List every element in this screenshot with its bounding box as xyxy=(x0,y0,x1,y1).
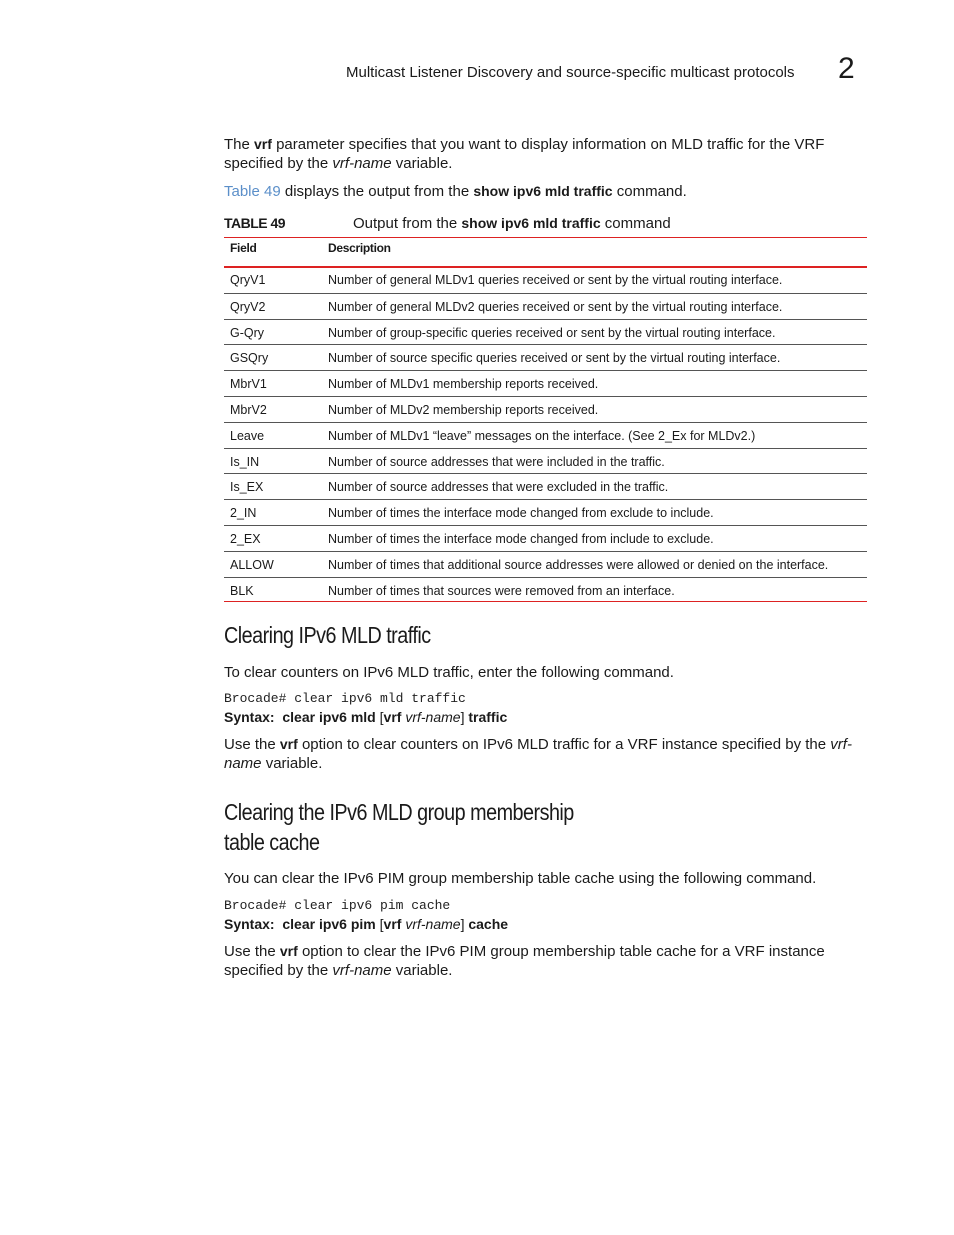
table-49-link[interactable]: Table 49 xyxy=(224,183,281,200)
table-header-description: Description xyxy=(328,241,391,255)
table-bottom-rule xyxy=(224,601,867,602)
table-cell-description: Number of times the interface mode changed from exclude to include. xyxy=(328,506,714,521)
table-row xyxy=(224,422,867,449)
table-cell-field: QryV1 xyxy=(230,273,266,287)
section-heading-clear-group-cache-line2: table cache xyxy=(224,829,320,855)
table-row xyxy=(224,448,867,475)
chapter-number: 2 xyxy=(838,52,855,85)
table-cell-description: Number of times the interface mode changed from include to exclude. xyxy=(328,532,714,546)
table-label: TABLE 49 xyxy=(224,215,286,231)
table-cell-description: Number of general MLDv2 queries received or sent by the virtual routing interface. xyxy=(328,299,783,314)
running-header: Multicast Listener Discovery and source-specific multicast protocols xyxy=(346,64,795,81)
table-cell-description: Number of times that additional source addresses were allowed or denied on the interface. xyxy=(328,557,829,572)
section-heading-clear-mld-traffic: Clearing IPv6 MLD traffic xyxy=(224,622,431,648)
intro-paragraph-table-ref: Table 49 displays the output from the show ipv6 mld traffic command. xyxy=(224,183,687,200)
section1-usage: Use the vrf option to clear counters on IPv6 MLD traffic for a VRF instance specified by the vrf-name variable. xyxy=(224,736,852,772)
syntax-clear-pim-cache: Syntax: clear ipv6 pim [vrf vrf-name] cache xyxy=(224,916,509,932)
table-row xyxy=(224,577,867,604)
table-row xyxy=(224,319,867,346)
table-cell-field: Leave xyxy=(230,428,265,443)
table-cell-description: Number of MLDv2 membership reports received. xyxy=(328,403,599,417)
table-cell-field: GSQry xyxy=(230,351,269,366)
table-cell-field: Is_EX xyxy=(230,480,264,495)
table-cell-field: MbrV2 xyxy=(230,403,267,417)
table-top-rule xyxy=(224,237,867,238)
table-row xyxy=(224,396,867,423)
table-cell-description: Number of source addresses that were included in the traffic. xyxy=(328,454,665,469)
table-cell-description: Number of MLDv1 membership reports received. xyxy=(328,377,599,392)
table-header-field: Field xyxy=(230,241,257,255)
table-cell-description: Number of source specific queries received or sent by the virtual routing interface. xyxy=(328,351,781,366)
table-cell-field: MbrV1 xyxy=(230,377,267,392)
section-heading-clear-group-cache-line1: Clearing the IPv6 MLD group membership xyxy=(224,799,574,825)
table-cell-description: Number of source addresses that were excluded in the traffic. xyxy=(328,480,669,495)
table-cell-field: 2_IN xyxy=(230,506,257,521)
table-cell-description: Number of group-specific queries received or sent by the virtual routing interface. xyxy=(328,325,776,340)
code-clear-mld-traffic: Brocade# clear ipv6 mld traffic xyxy=(224,691,466,706)
table-cell-field: G-Qry xyxy=(230,325,265,340)
table-row xyxy=(224,293,867,320)
table-cell-description: Number of times that sources were removed from an interface. xyxy=(328,583,675,598)
table-cell-description: Number of general MLDv1 queries received or sent by the virtual routing interface. xyxy=(328,273,783,287)
section2-usage: Use the vrf option to clear the IPv6 PIM group membership table cache for a VRF instance specified by the vrf-name variable. xyxy=(224,943,825,979)
table-caption: Output from the show ipv6 mld traffic command xyxy=(353,215,671,232)
table-row xyxy=(224,267,867,293)
table-row xyxy=(224,551,867,578)
intro-paragraph-vrf: The vrf parameter specifies that you want to display information on MLD traffic for the VRF specified by the vrf-name variable. xyxy=(224,136,825,172)
table-cell-description: Number of MLDv1 “leave” messages on the interface. (See 2_Ex for MLDv2.) xyxy=(328,428,756,443)
section2-intro: You can clear the IPv6 PIM group membership table cache using the following command. xyxy=(224,870,817,887)
table-row xyxy=(224,525,867,552)
syntax-clear-mld-traffic: Syntax: clear ipv6 mld [vrf vrf-name] traffic xyxy=(224,709,508,725)
code-clear-pim-cache: Brocade# clear ipv6 pim cache xyxy=(224,898,451,913)
table-cell-field: QryV2 xyxy=(230,299,266,314)
table-cell-field: ALLOW xyxy=(230,557,274,572)
table-row xyxy=(224,499,867,526)
table-row xyxy=(224,344,867,371)
table-cell-field: Is_IN xyxy=(230,454,260,469)
table-cell-field: BLK xyxy=(230,583,254,598)
table-row xyxy=(224,473,867,500)
table-row xyxy=(224,370,867,397)
table-cell-field: 2_EX xyxy=(230,532,261,546)
section1-intro: To clear counters on IPv6 MLD traffic, enter the following command. xyxy=(224,664,674,681)
